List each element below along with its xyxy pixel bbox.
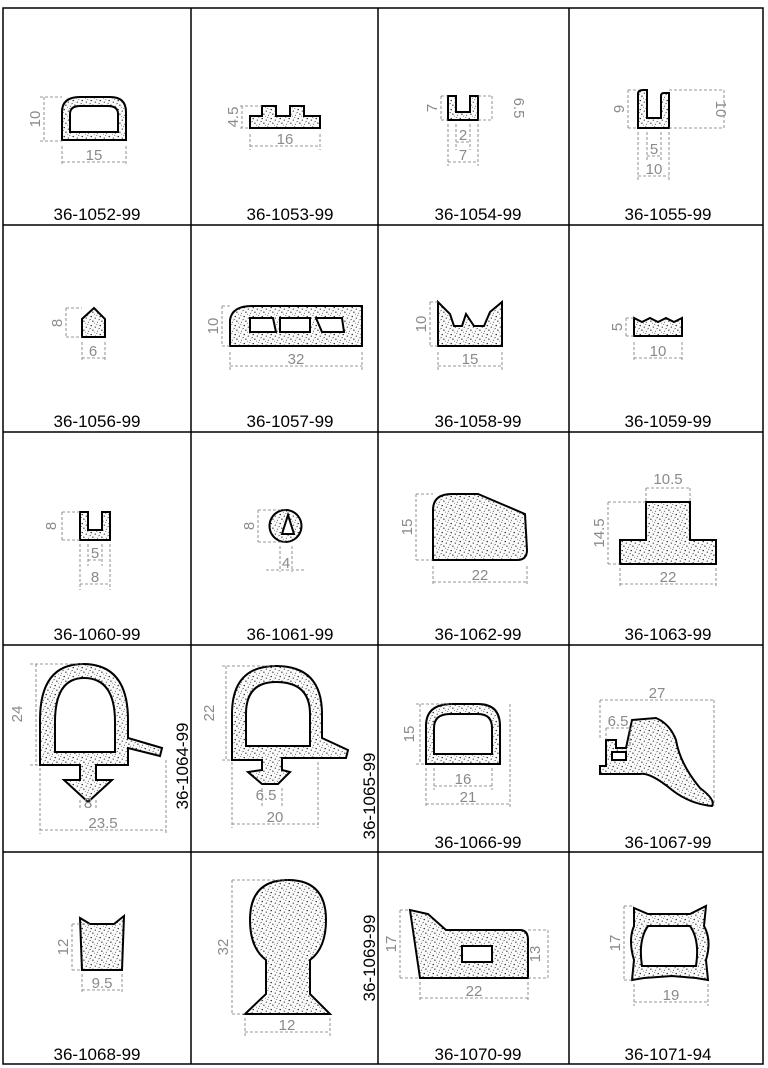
dimension-values (9, 98, 729, 1034)
dim-value: 8 (43, 521, 60, 531)
profile-36-1052-99 (62, 97, 126, 140)
dim-value: 6.5 (607, 713, 629, 730)
profile-36-1057-99 (230, 306, 362, 346)
product-code: 36-1063-99 (624, 625, 712, 644)
profile-36-1064-99 (40, 664, 162, 802)
dim-value: 7 (458, 147, 468, 164)
profile-36-1053-99 (250, 106, 320, 128)
dim-value: 6.5 (255, 787, 277, 804)
dim-value: 15 (85, 147, 103, 164)
dim-value: 17 (383, 935, 400, 953)
dim-value: 9 (611, 104, 628, 114)
product-code: 36-1052-99 (53, 205, 141, 224)
profile-36-1061-99 (270, 510, 302, 542)
dim-value: 16 (276, 131, 294, 148)
product-code: 36-1064-99 (173, 722, 192, 810)
profile-36-1069-99 (245, 880, 330, 1014)
dim-value: 21 (459, 789, 477, 806)
dim-value: 10 (413, 315, 430, 333)
profile-36-1058-99 (438, 302, 502, 346)
product-code: 36-1065-99 (360, 752, 379, 840)
dim-value: 12 (278, 1017, 296, 1034)
product-code: 36-1067-99 (624, 833, 712, 852)
profile-36-1071-94 (631, 906, 709, 980)
dim-value: 22 (201, 704, 218, 722)
product-code: 36-1061-99 (246, 625, 334, 644)
profile-36-1068-99 (80, 916, 124, 970)
profile-36-1066-99 (426, 704, 500, 764)
dim-value: 19 (662, 987, 680, 1004)
product-code: 36-1066-99 (434, 833, 522, 852)
dim-value: 5 (90, 545, 100, 562)
dim-value: 6.5 (510, 97, 527, 119)
dim-value: 10 (645, 161, 663, 178)
dim-value: 5 (649, 141, 659, 158)
dim-value: 23.5 (88, 815, 118, 832)
dim-value: 10 (27, 110, 44, 128)
dim-value: 4 (281, 555, 291, 572)
dim-value: 4.5 (225, 106, 242, 128)
dim-value: 16 (454, 771, 472, 788)
product-code: 36-1053-99 (246, 205, 334, 224)
profile-36-1067-99 (600, 718, 713, 806)
profile-36-1065-99 (232, 666, 348, 784)
product-code: 36-1070-99 (434, 1045, 522, 1064)
dim-value: 32 (215, 938, 232, 956)
profile-36-1055-99 (638, 90, 669, 128)
dim-value: 22 (659, 569, 677, 586)
product-code: 36-1062-99 (434, 625, 522, 644)
profile-36-1060-99 (80, 512, 110, 540)
product-code: 36-1054-99 (434, 205, 522, 224)
product-code: 36-1071-94 (624, 1045, 712, 1064)
dim-value: 12 (55, 938, 72, 956)
profile-36-1059-99 (634, 318, 682, 336)
dim-value: 15 (461, 351, 479, 368)
dim-value: 20 (266, 809, 284, 826)
dim-value: 17 (607, 934, 624, 952)
dim-value: 15 (399, 518, 416, 536)
dim-value: 8 (241, 521, 258, 531)
product-code: 36-1059-99 (624, 412, 712, 431)
dim-value: 7 (424, 103, 441, 113)
dim-value: 8 (90, 569, 100, 586)
dim-value: 22 (465, 983, 483, 1000)
dim-value: 10 (712, 100, 729, 118)
profile-36-1056-99 (82, 308, 105, 337)
dim-value: 27 (648, 685, 666, 702)
product-code: 36-1060-99 (53, 625, 141, 644)
dim-value: 10 (649, 343, 667, 360)
dim-value: 15 (401, 725, 418, 743)
dim-value: 14.5 (591, 518, 608, 548)
profile-36-1070-99 (410, 910, 528, 978)
dim-value: 13 (527, 945, 544, 963)
dim-value: 10 (205, 317, 222, 335)
profile-36-1062-99 (433, 494, 527, 560)
product-code: 36-1069-99 (360, 914, 379, 1002)
dim-value: 22 (471, 567, 489, 584)
dim-value: 5 (609, 322, 626, 332)
dim-value: 32 (287, 351, 305, 368)
product-code: 36-1068-99 (53, 1045, 141, 1064)
dim-value: 2 (458, 127, 468, 144)
dim-value: 10.5 (653, 471, 683, 488)
dim-value: 8 (49, 318, 66, 328)
product-code: 36-1056-99 (53, 412, 141, 431)
product-code: 36-1055-99 (624, 205, 712, 224)
product-code: 36-1058-99 (434, 412, 522, 431)
dim-value: 6 (88, 343, 98, 360)
product-code: 36-1057-99 (246, 412, 334, 431)
dim-value: 8 (83, 795, 93, 812)
dim-value: 9.5 (91, 975, 113, 992)
profile-36-1063-99 (620, 502, 716, 564)
dim-value: 24 (9, 705, 26, 723)
profile-36-1054-99 (448, 96, 478, 120)
